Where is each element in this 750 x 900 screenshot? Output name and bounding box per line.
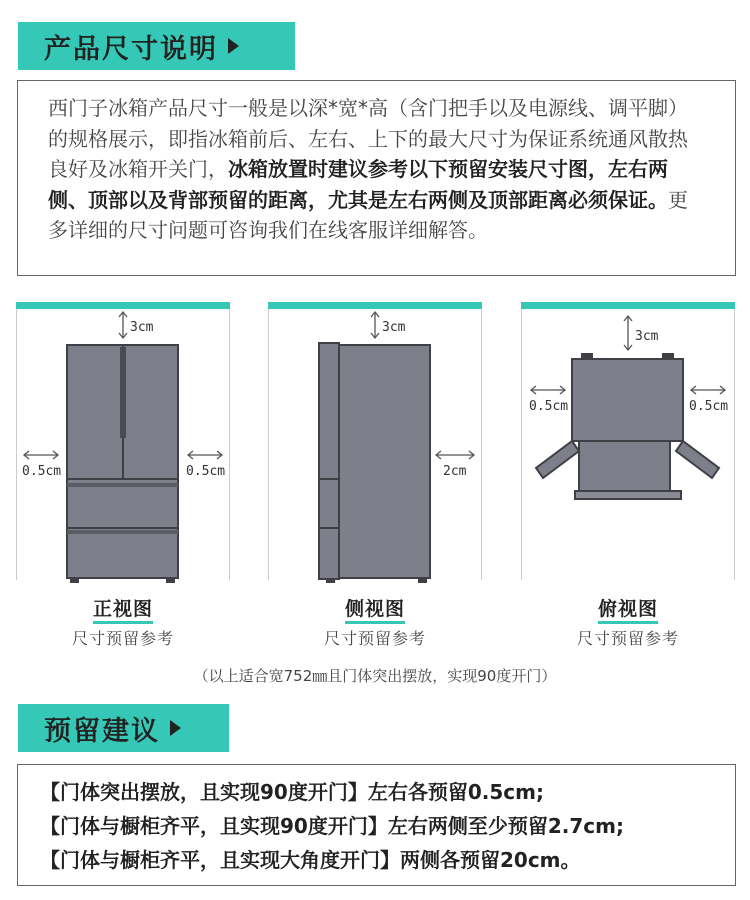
intro-text-end: 更多详细的尺寸问题可咨询我们在线客服详细解答。 [48, 187, 688, 242]
intro-text-box [17, 80, 736, 276]
section-title-text: 产品尺寸说明 [44, 33, 218, 65]
play-arrow-icon [170, 720, 181, 736]
side-top-gap-label: 3cm [382, 320, 406, 335]
top-view-drawing [521, 302, 735, 592]
section-title-product-size [18, 22, 295, 70]
top-left-gap-label: 0.5cm [529, 399, 569, 414]
play-arrow-icon [228, 38, 239, 54]
top-view-subtitle: 尺寸预留参考 [576, 629, 679, 648]
recommendation-item: 【门体突出摆放，且实现90度开门】左右各预留0.5cm; [40, 780, 544, 804]
top-back-gap-label: 3cm [635, 329, 659, 344]
front-left-gap-label: 0.5cm [22, 464, 62, 479]
side-view-diagram [268, 302, 482, 652]
front-view-diagram [16, 302, 230, 652]
section-title-text: 预留建议 [44, 715, 160, 747]
front-view-title: 正视图 [16, 594, 230, 621]
recommendations-box [17, 764, 736, 886]
intro-text: 西门子冰箱产品尺寸一般是以深*宽*高（含门把手以及电源线、调平脚）的规格展示，即指冰箱前后、左右、上下的最大尺寸为保证系统通风散热良好及冰箱开关门， [48, 96, 688, 181]
front-right-gap-label: 0.5cm [186, 464, 226, 479]
top-view-title: 俯视图 [521, 594, 735, 621]
top-view-diagram [521, 302, 735, 652]
intro-bold-text: 冰箱放置时建议参考以下预留安装尺寸图，左右两侧、顶部以及背部预留的距离，尤其是左右两侧及顶部距离必须保证。 [48, 157, 668, 212]
section-title-recommendation [18, 704, 229, 752]
front-top-gap-label: 3cm [130, 320, 154, 335]
side-view-drawing [268, 302, 482, 592]
recommendation-item: 【门体与橱柜齐平，且实现大角度开门】两侧各预留20cm。 [40, 848, 581, 872]
recommendation-item: 【门体与橱柜齐平，且实现90度开门】左右两侧至少预留2.7cm; [40, 814, 624, 838]
side-view-subtitle: 尺寸预留参考 [323, 629, 426, 648]
top-right-gap-label: 0.5cm [689, 399, 729, 414]
side-view-title: 侧视图 [268, 594, 482, 621]
side-back-gap-label: 2cm [443, 464, 467, 479]
front-view-drawing [16, 302, 230, 592]
front-view-subtitle: 尺寸预留参考 [71, 629, 174, 648]
size-note: （以上适合宽752㎜且门体突出摆放，实现90度开门） [193, 667, 557, 685]
